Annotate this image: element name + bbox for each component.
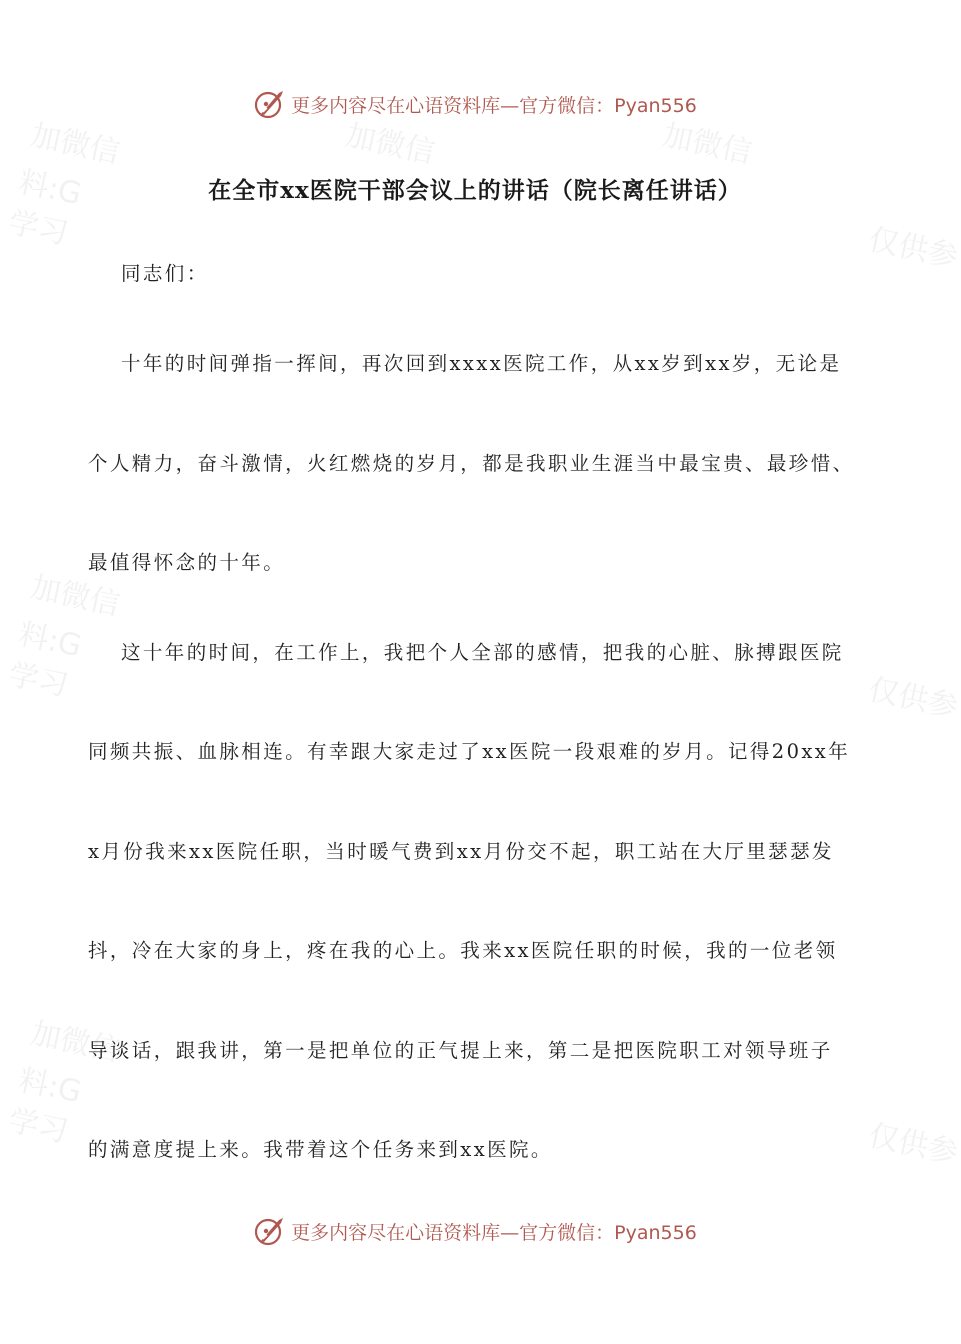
watermark: 料:G bbox=[15, 1062, 85, 1111]
paragraph-line: 的满意度提上来。我带着这个任务来到xx医院。 bbox=[88, 1138, 553, 1161]
watermark: 学习 bbox=[5, 657, 72, 704]
salutation: 同志们： bbox=[121, 262, 209, 285]
paragraph-line: 这十年的时间，在工作上，我把个人全部的感情，把我的心脏、脉搏跟医院 bbox=[121, 641, 844, 664]
paragraph-line: x月份我来xx医院任职，当时暖气费到xx月份交不起，职工站在大厅里瑟瑟发 bbox=[88, 840, 834, 863]
paragraph-line: 最值得怀念的十年。 bbox=[88, 551, 286, 574]
watermark: 仅供参 bbox=[865, 672, 961, 725]
paragraph-line: 抖，冷在大家的身上，疼在我的心上。我来xx医院任职的时候，我的一位老领 bbox=[88, 939, 838, 962]
watermark: 料:G bbox=[15, 164, 85, 213]
watermark: 加微信 bbox=[342, 118, 438, 171]
header-banner bbox=[0, 84, 950, 124]
paragraph-line: 十年的时间弹指一挥间，再次回到xxxx医院工作，从xx岁到xx岁，无论是 bbox=[121, 352, 842, 375]
watermark: 学习 bbox=[5, 205, 72, 252]
paragraph-line: 同频共振、血脉相连。有幸跟大家走过了xx医院一段艰难的岁月。记得20xx年 bbox=[88, 740, 851, 763]
wechat-id: Pyan556 bbox=[614, 1221, 697, 1244]
watermark: 加微信 bbox=[27, 570, 123, 623]
footer-banner bbox=[0, 1211, 950, 1251]
watermark: 料:G bbox=[15, 616, 85, 665]
watermark: 加微信 bbox=[659, 118, 755, 171]
paragraph-line: 个人精力，奋斗激情，火红燃烧的岁月，都是我职业生涯当中最宝贵、最珍惜、 bbox=[88, 452, 855, 475]
paragraph-line: 导谈话，跟我讲，第一是把单位的正气提上来，第二是把医院职工对领导班子 bbox=[88, 1039, 833, 1062]
banner-text: 更多内容尽在心语资料库—官方微信：Pyan556 bbox=[291, 1221, 697, 1244]
watermark: 学习 bbox=[5, 1103, 72, 1150]
page-title: 在全市xx医院干部会议上的讲话（院长离任讲话） bbox=[208, 177, 742, 204]
banner-text: 更多内容尽在心语资料库—官方微信：Pyan556 bbox=[291, 94, 697, 117]
quill-pen-logo-icon bbox=[253, 87, 287, 121]
watermark: 仅供参 bbox=[865, 222, 961, 275]
wechat-id: Pyan556 bbox=[614, 94, 697, 117]
watermark: 加微信 bbox=[27, 1016, 123, 1069]
watermark: 加微信 bbox=[27, 118, 123, 171]
watermark: 仅供参 bbox=[865, 1118, 961, 1171]
quill-pen-logo-icon bbox=[253, 1214, 287, 1248]
